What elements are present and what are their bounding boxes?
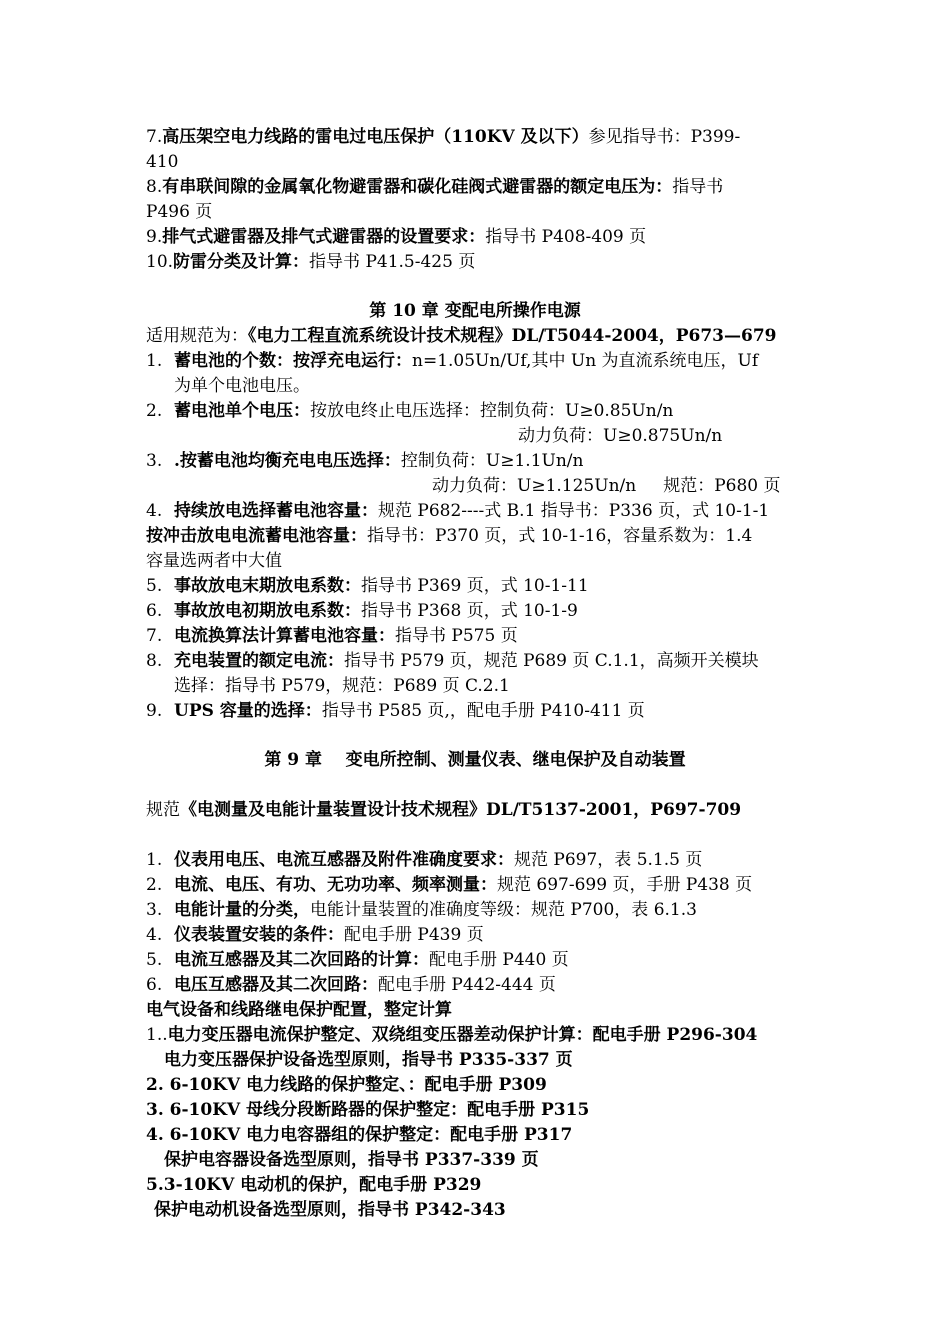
item-heading: 高压架空电力线路的雷电过电压保护（110KV 及以下） [162, 127, 589, 147]
relay-item-5: 5.3-10KV 电动机的保护，配电手册 P329 [146, 1175, 482, 1195]
item-heading: 电流互感器及其二次回路的计算： [174, 950, 429, 970]
spec-prefix: 规范 [146, 800, 180, 820]
item-heading: 蓄电池单个电压： [174, 401, 310, 421]
chapter-9-title: 第 9 章 变电所控制、测量仪表、继电保护及自动装置 [264, 750, 686, 770]
item-number: 2. [146, 875, 163, 895]
item-reference: 规范 P682----式 B.1 指导书：P336 页，式 10-1-1 [378, 501, 770, 521]
item-heading: 仪表装置安装的条件： [174, 925, 344, 945]
ch10-impulse-capacity-cont: 容量选两者中大值 [146, 551, 282, 571]
item-number: 9. [146, 227, 163, 247]
item-reference: 指导书 P41.5-425 页 [309, 252, 476, 272]
item-heading: .按蓄电池均衡充电电压选择： [174, 451, 401, 471]
item-number: 5. [146, 950, 163, 970]
item-number: 1. [146, 351, 163, 371]
relay-item-4: 4. 6-10KV 电力电容器组的保护整定：配电手册 P317 [146, 1125, 573, 1145]
spec-title: 《电力工程直流系统设计技术规程》DL/T5044-2004，P673—679 [248, 326, 777, 346]
ch9-item-4 [146, 923, 484, 947]
item-reference: 指导书 P575 页 [395, 626, 518, 646]
item-heading: UPS 容量的选择： [174, 701, 322, 721]
ch10-item-6 [146, 599, 578, 623]
relay-item-3: 3. 6-10KV 母线分段断路器的保护整定：配电手册 P315 [146, 1100, 590, 1120]
item-heading: 有串联间隙的金属氧化物避雷器和碳化硅阀式避雷器的额定电压为： [162, 177, 673, 197]
item-heading: 电力变压器电流保护整定、双绕组变压器差动保护计算：配电手册 P296-304 [167, 1025, 758, 1045]
item-number: 4. [146, 925, 163, 945]
item-reference: 指导书 [672, 177, 724, 197]
item-reference: 指导书 P579 页，规范 P689 页 C.1.1，高频开关模块 [344, 651, 759, 671]
ch9-item-2 [146, 873, 752, 897]
item-reference: 规范 697-699 页，手册 P438 页 [497, 875, 753, 895]
relay-item-1-cont: 电力变压器保护设备选型原则，指导书 P335-337 页 [164, 1050, 573, 1070]
item-number: 1. [146, 850, 163, 870]
item-heading: 电压互感器及其二次回路： [174, 975, 378, 995]
item-reference: 指导书 P585 页,，配电手册 P410-411 页 [321, 701, 645, 721]
item-reference: 配电手册 P440 页 [429, 950, 569, 970]
ch10-item-3-cont: 动力负荷：U≥1.125Un/n 规范：P680 页 [432, 476, 781, 496]
item-number: 6. [146, 975, 163, 995]
item-number: 8. [146, 651, 163, 671]
item-number: 4. [146, 501, 163, 521]
item-reference: 参见指导书：P399- [588, 127, 741, 147]
ch10-item-4 [146, 499, 769, 523]
ch9-item-5 [146, 948, 569, 972]
item-number: 3. [146, 451, 163, 471]
item-reference: 指导书 P408-409 页 [485, 227, 647, 247]
item-number: 9. [146, 701, 163, 721]
lightning-item-8-cont: P496 页 [146, 202, 213, 222]
item-heading: 事故放电末期放电系数： [174, 576, 361, 596]
item-reference: 指导书：P370 页，式 10-1-16，容量系数为：1.4 [367, 526, 753, 546]
item-heading: 事故放电初期放电系数： [174, 601, 361, 621]
item-heading: 按冲击放电电流蓄电池容量： [146, 526, 367, 546]
item-number: 6. [146, 601, 163, 621]
item-heading: 蓄电池的个数：按浮充电运行： [174, 351, 412, 371]
item-number: 2. [146, 401, 163, 421]
item-heading: 持续放电选择蓄电池容量： [174, 501, 378, 521]
item-number: 5. [146, 576, 163, 596]
relay-item-5-cont: 保护电动机设备选型原则，指导书 P342-343 [154, 1200, 506, 1220]
item-heading: 排气式避雷器及排气式避雷器的设置要求： [162, 227, 486, 247]
ch10-item-1 [146, 349, 758, 373]
chapter-10-title: 第 10 章 变配电所操作电源 [369, 301, 581, 321]
item-reference: 配电手册 P442-444 页 [378, 975, 556, 995]
lightning-item-7 [146, 125, 740, 149]
item-heading: 防雷分类及计算： [173, 252, 310, 272]
item-heading: 电流、电压、有功、无功功率、频率测量： [174, 875, 497, 895]
item-reference: 控制负荷：U≥1.1Un/n [400, 451, 584, 471]
item-reference: 按放电终止电压选择：控制负荷：U≥0.85Un/n [310, 401, 674, 421]
spec-prefix: 适用规范为： [146, 326, 248, 346]
relay-protection-title: 电气设备和线路继电保护配置，整定计算 [146, 1000, 452, 1020]
ch9-item-3 [146, 898, 697, 922]
item-number: 7. [146, 127, 163, 147]
ch10-item-1-cont: 为单个电池电压。 [174, 376, 310, 396]
ch10-item-7 [146, 624, 518, 648]
item-number: 8. [146, 177, 163, 197]
lightning-item-10 [146, 250, 475, 274]
ch10-impulse-capacity [146, 524, 752, 548]
item-reference: 电能计量装置的准确度等级：规范 P700，表 6.1.3 [310, 900, 697, 920]
item-number: 10. [146, 252, 174, 272]
relay-item-2: 2. 6-10KV 电力线路的保护整定、：配电手册 P309 [146, 1075, 547, 1095]
item-number: 3. [146, 900, 163, 920]
chapter-10-spec [146, 324, 777, 348]
relay-item-1 [146, 1023, 757, 1047]
item-number: 7. [146, 626, 163, 646]
ch10-item-8 [146, 649, 759, 673]
item-heading: 电流换算法计算蓄电池容量： [174, 626, 395, 646]
relay-item-4-cont: 保护电容器设备选型原则，指导书 P337-339 页 [164, 1150, 539, 1170]
item-reference: 指导书 P368 页，式 10-1-9 [361, 601, 578, 621]
ch10-item-2-cont: 动力负荷：U≥0.875Un/n [518, 426, 723, 446]
item-heading: 充电装置的额定电流： [174, 651, 344, 671]
ch10-item-5 [146, 574, 589, 598]
lightning-item-9 [146, 225, 646, 249]
item-reference: 规范 P697，表 5.1.5 页 [514, 850, 703, 870]
item-number: 1.. [146, 1025, 168, 1045]
item-reference: n=1.05Un/Uf,其中 Un 为直流系统电压，Uf [412, 351, 759, 371]
ch10-item-8-cont: 选择：指导书 P579，规范：P689 页 C.2.1 [174, 676, 510, 696]
item-reference: 配电手册 P439 页 [344, 925, 484, 945]
ch10-item-3 [146, 449, 583, 473]
item-heading: 电能计量的分类， [174, 900, 310, 920]
lightning-item-8 [146, 175, 723, 199]
ch9-item-6 [146, 973, 556, 997]
ch9-item-1 [146, 848, 702, 872]
spec-title: 《电测量及电能计量装置设计技术规程》DL/T5137-2001，P697-709 [180, 800, 742, 820]
ch10-item-2 [146, 399, 673, 423]
item-heading: 仪表用电压、电流互感器及附件准确度要求： [174, 850, 514, 870]
lightning-item-7-cont: 410 [146, 152, 179, 172]
item-reference: 指导书 P369 页，式 10-1-11 [361, 576, 589, 596]
chapter-9-spec [146, 798, 741, 822]
ch10-item-9 [146, 699, 645, 723]
